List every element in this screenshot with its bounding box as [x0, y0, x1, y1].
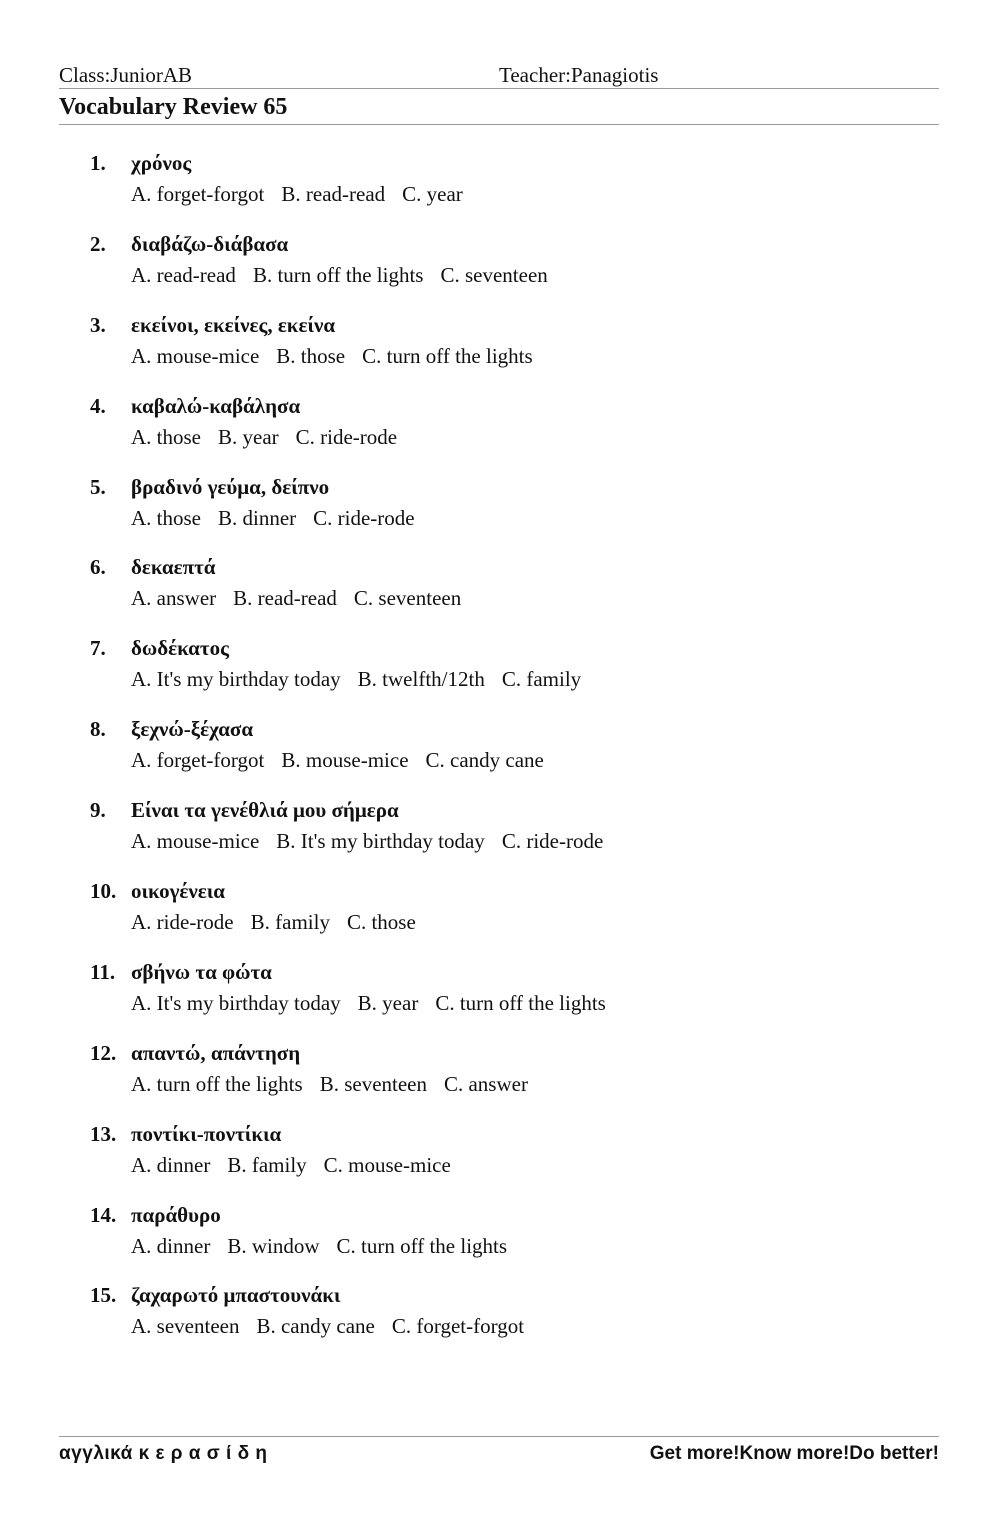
answer-option[interactable]: B. mouse-mice [281, 748, 409, 773]
answer-options [131, 667, 598, 692]
answer-option[interactable]: B. read-read [281, 182, 386, 206]
question-item [0, 793, 1000, 874]
answer-option[interactable]: A. read-read [131, 262, 236, 287]
question-term: Είναι τα γενέθλιά μου σήμερα [131, 798, 399, 823]
answer-option[interactable]: C. seventeen [353, 586, 462, 611]
answer-options [131, 344, 550, 369]
answer-option[interactable]: A. It's my birthday today [131, 667, 341, 692]
question-number: 2. [90, 231, 106, 256]
answer-option[interactable]: B. read-read [233, 586, 337, 611]
answer-options [131, 1153, 468, 1178]
answer-options [131, 1234, 524, 1259]
question-term: εκείνοι, εκείνες, εκείνα [131, 312, 336, 337]
question-number: 1. [90, 151, 106, 175]
answer-option[interactable]: B. family [250, 910, 330, 935]
question-item [0, 146, 1000, 227]
question-number: 10. [90, 879, 117, 904]
answer-options [131, 425, 414, 450]
worksheet-header [59, 60, 939, 89]
question-number: 8. [90, 717, 106, 742]
question-number: 5. [90, 474, 106, 499]
page-title: Vocabulary Review 65 [59, 94, 288, 120]
question-item [0, 712, 1000, 793]
answer-options [131, 586, 478, 611]
answer-option[interactable]: B. window [227, 1233, 320, 1258]
question-term: οικογένεια [131, 879, 225, 904]
question-number: 15. [90, 1283, 117, 1308]
question-item [0, 550, 1000, 631]
answer-option[interactable]: B. year [357, 990, 419, 1015]
question-number: 4. [90, 393, 106, 418]
question-term: ξεχνώ-ξέχασα [131, 717, 254, 742]
question-term: σβήνω τα φώτα [131, 959, 272, 984]
question-number: 9. [90, 798, 106, 823]
answer-option[interactable]: A. answer [131, 586, 217, 611]
question-term: καβαλώ-καβάλησα [131, 393, 301, 418]
answer-options [131, 263, 565, 288]
answer-option[interactable]: A. forget-forgot [131, 748, 265, 773]
title-row [59, 89, 939, 125]
question-item [0, 874, 1000, 955]
answer-options [131, 1314, 541, 1339]
question-item [0, 1117, 1000, 1198]
page-footer [59, 1436, 939, 1473]
answer-option[interactable]: C. ride-rode [501, 829, 604, 854]
teacher-label: Teacher:Panagiotis [499, 63, 659, 87]
answer-option[interactable]: C. ride-rode [313, 505, 415, 530]
answer-option[interactable]: C. answer [443, 1071, 528, 1096]
question-item [0, 1198, 1000, 1279]
answer-options [131, 506, 432, 531]
question-item [0, 227, 1000, 308]
answer-option[interactable]: C. turn off the lights [362, 343, 533, 368]
answer-option[interactable]: C. seventeen [440, 262, 548, 287]
answer-option[interactable]: A. mouse-mice [131, 829, 260, 854]
question-term: βραδινό γεύμα, δείπνο [131, 474, 330, 499]
question-number: 11. [90, 959, 116, 984]
answer-option[interactable]: B. It's my birthday today [276, 829, 485, 854]
answer-option[interactable]: A. turn off the lights [131, 1071, 303, 1096]
footer-brand: αγγλικά κ ε ρ α σ ί δ η [59, 1443, 268, 1464]
question-item [0, 308, 1000, 389]
answer-option[interactable]: C. candy cane [425, 748, 544, 773]
question-list [0, 146, 1000, 1359]
answer-option[interactable]: C. year [402, 182, 463, 206]
question-number: 14. [90, 1202, 117, 1227]
answer-option[interactable]: B. seventeen [319, 1071, 427, 1096]
answer-option[interactable]: B. year [218, 424, 279, 449]
answer-options [131, 829, 620, 854]
question-number: 13. [90, 1121, 117, 1146]
answer-option[interactable]: A. those [131, 424, 201, 449]
question-item [0, 1278, 1000, 1359]
question-term: διαβάζω-διάβασα [131, 231, 289, 256]
answer-option[interactable]: C. turn off the lights [336, 1233, 508, 1258]
answer-options [131, 182, 480, 207]
answer-option[interactable]: A. It's my birthday today [131, 990, 341, 1015]
answer-option[interactable]: C. family [501, 667, 582, 692]
question-item [0, 631, 1000, 712]
question-term: ζαχαρωτό μπαστουνάκι [131, 1283, 341, 1308]
answer-option[interactable]: C. turn off the lights [435, 990, 606, 1015]
answer-option[interactable]: C. forget-forgot [391, 1314, 525, 1339]
answer-options [131, 748, 561, 773]
footer-slogan: Get more!Know more!Do better! [649, 1443, 939, 1464]
answer-options [131, 991, 623, 1016]
question-number: 7. [90, 636, 106, 661]
question-number: 3. [90, 312, 106, 337]
answer-option[interactable]: A. mouse-mice [131, 343, 260, 368]
question-item [0, 955, 1000, 1036]
answer-option[interactable]: B. dinner [218, 505, 297, 530]
answer-options [131, 910, 433, 935]
answer-option[interactable]: C. those [346, 910, 416, 935]
question-number: 12. [90, 1040, 117, 1065]
question-term: χρόνος [131, 151, 192, 175]
question-term: απαντώ, απάντηση [131, 1040, 301, 1065]
question-term: παράθυρο [131, 1202, 221, 1227]
answer-option[interactable]: B. candy cane [256, 1314, 375, 1339]
answer-option[interactable]: A. seventeen [131, 1314, 240, 1339]
answer-option[interactable]: B. those [276, 343, 346, 368]
answer-option[interactable]: C. ride-rode [295, 424, 398, 449]
question-item [0, 389, 1000, 470]
answer-option[interactable]: C. mouse-mice [323, 1152, 451, 1177]
answer-option[interactable]: B. twelfth/12th [357, 667, 485, 692]
answer-option[interactable]: A. those [131, 505, 201, 530]
answer-option[interactable]: B. family [227, 1152, 307, 1177]
question-number: 6. [90, 555, 106, 580]
question-item [0, 470, 1000, 551]
answer-options [131, 1072, 545, 1097]
question-item [0, 1036, 1000, 1117]
answer-option[interactable]: A. dinner [131, 1152, 211, 1177]
answer-option[interactable]: A. ride-rode [131, 910, 234, 935]
answer-option[interactable]: B. turn off the lights [252, 262, 424, 287]
answer-option[interactable]: A. forget-forgot [131, 182, 265, 206]
answer-option[interactable]: A. dinner [131, 1233, 211, 1258]
question-term: δωδέκατος [131, 636, 229, 661]
question-term: δεκαεπτά [131, 555, 216, 580]
question-term: ποντίκι-ποντίκια [131, 1121, 282, 1146]
class-label: Class:JuniorAB [59, 63, 193, 87]
